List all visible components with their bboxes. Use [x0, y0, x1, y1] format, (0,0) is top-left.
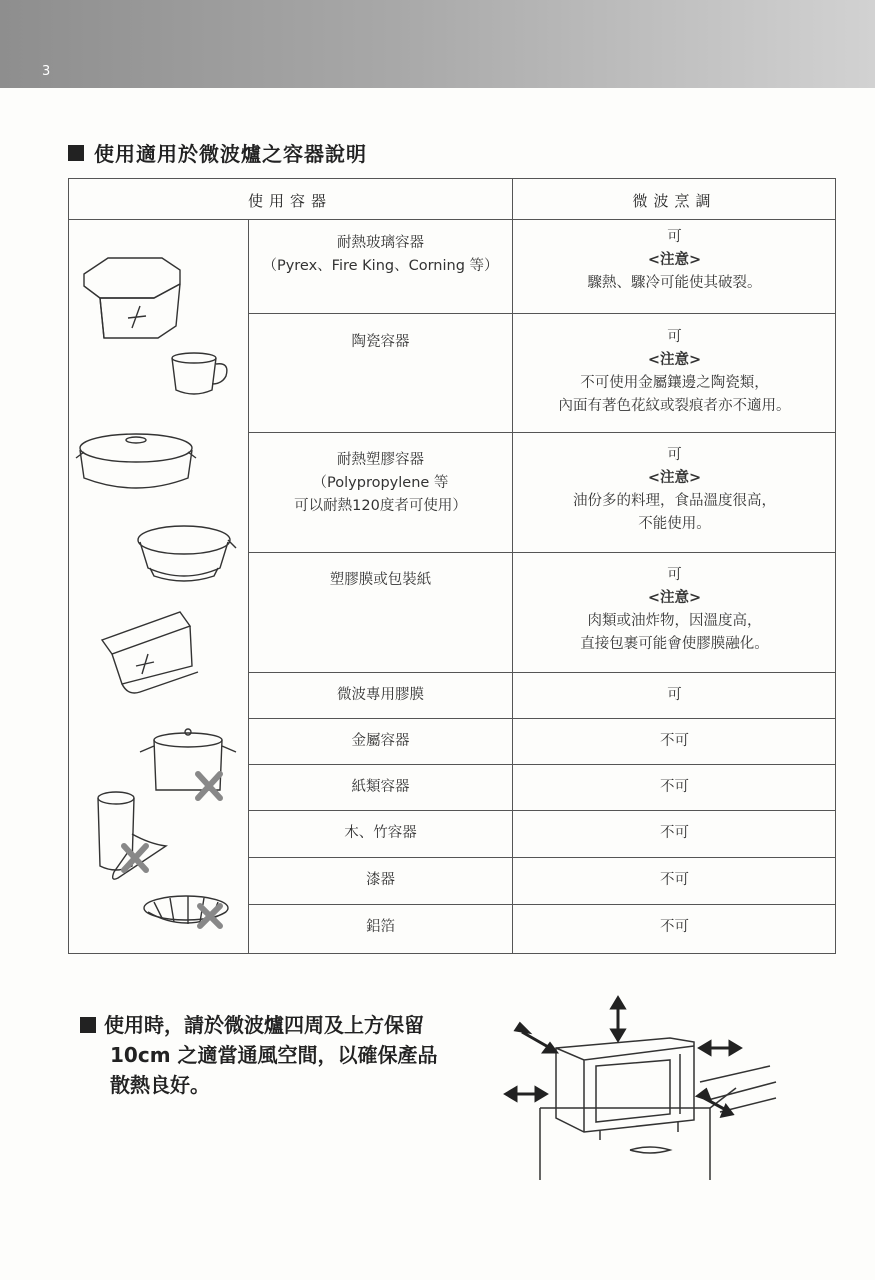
row-divider [248, 313, 836, 314]
row-divider [248, 764, 836, 765]
table-row-name: 木、竹容器 [344, 825, 417, 841]
header-bar [0, 0, 875, 88]
row-divider [248, 904, 836, 905]
table-row-result: 不可 [660, 733, 689, 749]
row-divider [248, 432, 836, 433]
arrow-icon [506, 998, 740, 1116]
table-row-name: 鋁箔 [366, 919, 395, 935]
row-divider [248, 552, 836, 553]
ventilation-note-text: 使用時，請於微波爐四周及上方保留 10cm 之適當通風空間，以確保產品 散熱良好。 [104, 1013, 438, 1097]
row-divider [248, 857, 836, 858]
wrap-roll-icon [102, 612, 198, 693]
bullet-square-icon [80, 1017, 96, 1033]
table-row-name: 陶瓷容器 [351, 334, 410, 350]
table-header-divider [68, 219, 836, 220]
container-illustrations [70, 222, 248, 952]
table-row-name: 金屬容器 [351, 733, 410, 749]
section-title [68, 138, 367, 167]
microwave-oven-icon [500, 990, 780, 1190]
table-row-result: 可 <注意> 肉類或油炸物，因溫度高， 直接包裹可能會使膠膜融化。 [580, 567, 769, 652]
row-divider [248, 672, 836, 673]
table-row-result: 不可 [660, 919, 689, 935]
table-row-name: 耐熱玻璃容器 （Pyrex、Fire King、Corning 等） [262, 235, 499, 274]
coffee-cup-icon [172, 353, 227, 394]
cross-mark-icon [124, 774, 220, 926]
table-row-result: 不可 [660, 872, 689, 888]
table-row-result: 不可 [660, 779, 689, 795]
table-row-result: 可 <注意> 不可使用金屬鑲邊之陶瓷類， 內面有著色花紋或裂痕者亦不適用。 [558, 329, 791, 414]
table-row-name: 耐熱塑膠容器 （Polypropylene 等 可以耐熱120度者可使用） [294, 452, 467, 514]
covered-dish-icon [76, 434, 196, 488]
paper-towel-icon [98, 792, 166, 879]
row-divider [248, 810, 836, 811]
table-row-result: 不可 [660, 825, 689, 841]
metal-pot-icon [140, 729, 236, 790]
section-title-text: 使用適用於微波爐之容器說明 [94, 142, 367, 166]
table-row-name: 紙類容器 [351, 779, 410, 795]
row-divider [248, 718, 836, 719]
table-row-result: 可 [667, 687, 682, 703]
header-container: 使用容器 [247, 192, 332, 210]
header-cooking: 微波烹調 [632, 192, 717, 210]
plastic-bowl-icon [138, 526, 236, 581]
glass-container-icon [84, 258, 180, 338]
table-row-result: 可 <注意> 油份多的料理，食品溫度很高， 不能使用。 [573, 447, 776, 532]
bullet-square-icon [68, 145, 84, 161]
page-number: 3 [42, 64, 51, 79]
table-row-name: 微波專用膠膜 [337, 687, 424, 703]
table-row-name: 漆器 [366, 872, 395, 888]
table-row-result: 可 <注意> 驟熱、驟冷可能使其破裂。 [587, 229, 762, 291]
table-row-name: 塑膠膜或包裝紙 [329, 572, 432, 588]
